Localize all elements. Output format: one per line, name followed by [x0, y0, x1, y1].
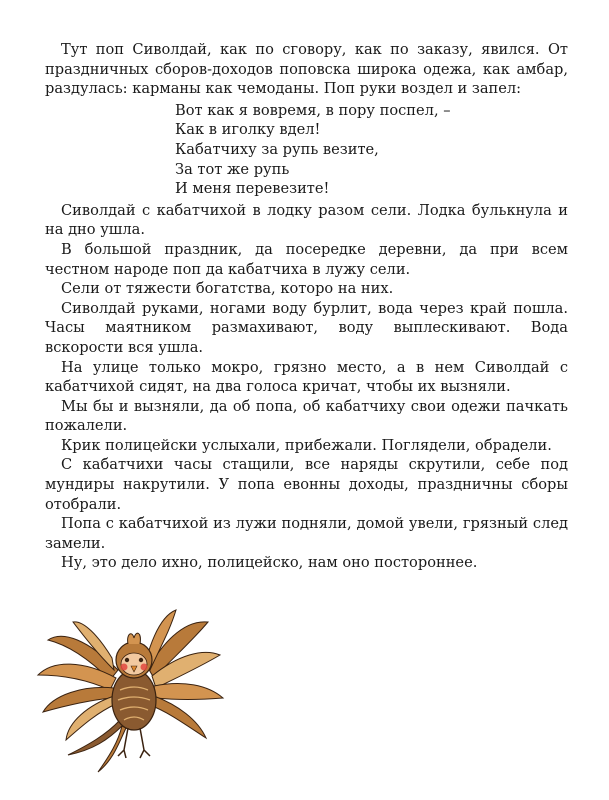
verse-line: Вот как я вовремя, в пору поспел, – [175, 101, 451, 119]
paragraph: Сиволдай руками, ногами воду бурлит, вода через край пошла. Часы маятником размахивают, воду выплескивают. Вода вскорости вся ушла. [45, 299, 568, 356]
paragraph: Крик полицейски услыхали, прибежали. Поглядели, обрадели. [61, 436, 552, 454]
paragraph: Мы бы и вызняли, да об попа, об кабатчиху свои одежи пачкать пожалели. [45, 397, 568, 435]
paragraph: С кабатчихи часы стащили, все наряды скрутили, себе под мундиры накрутили. У попа евонны доходы, праздничны сборы отобрали. [45, 456, 568, 513]
verse-line: Кабатчиху за рупь везите, [175, 140, 379, 158]
verse-line: Как в иголку вдел! [175, 121, 321, 139]
paragraph: Сиволдай с кабатчихой в лодку разом сели. Лодка булькнула и на дно ушла. [45, 201, 568, 239]
paragraph: Ну, это дело ихно, полицейско, нам оно постороннее. [61, 554, 478, 572]
story-text [45, 40, 568, 573]
paragraph: Сели от тяжести богатства, которо на них. [61, 280, 394, 298]
verse-line: За тот же рупь [175, 160, 290, 178]
right-wing [146, 610, 223, 738]
paragraph: На улице только мокро, грязно место, а в нем Сиволдай с кабатчихой сидят, на два голоса кричат, чтобы их вызняли. [45, 358, 568, 396]
paragraph: Попа с кабатчихой из лужи подняли, домой увели, грязный след замели. [45, 515, 568, 552]
paragraph: Тут поп Сиволдай, как по сговору, как по заказу, явился. От праздничных сборов-доходов поповска широка одежа, как амбар, раздулась: карманы как чемоданы. Поп руки воздел и запел: [45, 41, 568, 98]
decorative-bird-icon [28, 600, 228, 780]
verse-block [175, 101, 568, 199]
paragraph: В большой праздник, да посередке деревни, да при всем честном народе поп да кабатчиха в лужу сели. [45, 240, 568, 278]
left-wing [38, 622, 118, 740]
verse-line: И меня перевезите! [175, 180, 330, 198]
